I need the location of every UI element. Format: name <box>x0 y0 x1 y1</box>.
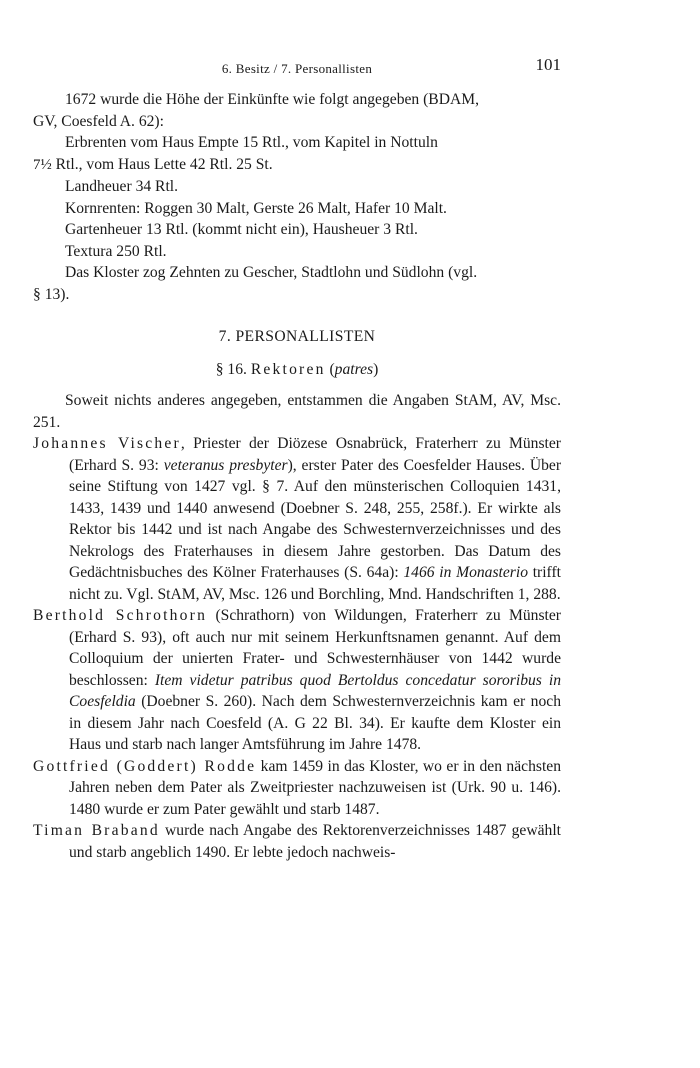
entry-vischer-text-2: ), erster Pater des Coesfelder Hauses. Über seine Stiftung von 1427 vgl. § 7. Auf den münsterischen Colloquien 1431, 1433, 1439 und 1440 anwesend (Doebner S. 248, 255, 258f.). Er wirkte als Rektor bis 1442 und ist nach Angabe des Schwesternverzeichnisses und des Nekrologs des Fraterhauses in diesem Jahre gestorben. Das Datum des Gedächtnisbuches des Kölner Fraterhauses (S. 64a): <box>69 456 562 581</box>
running-head <box>33 55 561 80</box>
income-intro-line-2: GV, Coesfeld A. 62): <box>33 112 164 130</box>
subsection-number: § 16. <box>215 360 251 378</box>
income-item-textura: Textura 250 Rtl. <box>65 242 167 260</box>
entry-rodde-text: kam 1459 in das Kloster, wo er in den nächsten Jahren neben dem Pater als Zweitpriester nachzuweisen ist (Urk. 90 u. 146). 1480 wurde er zum Pater gewählt und starb 1487. <box>69 757 561 818</box>
income-item-landheuer: Landheuer 34 Rtl. <box>65 178 179 195</box>
entry-vischer-latin-1: veteranus presbyter <box>163 456 288 474</box>
income-item-kornrenten: Kornrenten: Roggen 30 Malt, Gerste 26 Malt, Hafer 10 Malt. <box>65 199 447 217</box>
income-item-gartenheuer: Gartenheuer 13 Rtl. (kommt nicht ein), Hausheuer 3 Rtl. <box>65 221 418 238</box>
income-item-erbrenten-fraction: 7½ <box>33 156 52 173</box>
entry-vischer <box>33 433 561 605</box>
page-number: 101 <box>535 55 561 74</box>
entry-schrothorn-text-1: (Schrathorn) von Wildungen, Fraterherr zu Münster (Erhard S. 93), oft auch nur mit seinem Herkunftsnamen genannt. Auf dem Colloquium der unierten Frater- und Schwesternhäuser von 1442 wurde beschlossen: <box>69 607 561 689</box>
income-intro-line-1: 1672 wurde die Höhe der Einkünfte wie folgt angegeben (BDAM, <box>65 91 479 108</box>
subsection-title: Rektoren <box>250 360 326 378</box>
entry-schrothorn <box>33 605 561 756</box>
tithes-paragraph <box>33 262 561 305</box>
income-item-erbrenten <box>33 132 561 176</box>
entry-rodde-name: Gottfried (Goddert) Rodde <box>33 757 257 775</box>
running-head-title: 6. Besitz / 7. Personallisten <box>221 61 373 76</box>
subsection-latin: patres <box>334 360 374 378</box>
income-item-erbrenten-a: Erbrenten vom Haus Empte 15 Rtl., vom Kapitel in Nottuln <box>65 134 438 151</box>
entry-schrothorn-text-2: (Doebner S. 260). Nach dem Schwesternverzeichnis kam er noch in diesem Jahr nach Coesfeld (A. G 22 Bl. 34). Er kaufte dem Kloster ein Haus und starb nach langer Amtsführung im Jahre 1478. <box>69 693 561 753</box>
intro-paragraph: Soweit nichts anderes angegeben, entstammen die Angaben StAM, AV, Msc. 251. <box>33 392 561 431</box>
income-item-erbrenten-b: Rtl., vom Haus Lette 42 Rtl. 25 St. <box>51 155 273 173</box>
entry-braband-name: Timan Braband <box>33 822 160 839</box>
entry-vischer-text-3: trifft nicht zu. Vgl. StAM, AV, Msc. 126 und Borchling, Mnd. Handschriften 1, 288. <box>69 564 561 603</box>
book-page <box>33 55 562 863</box>
tithes-line-1: Das Kloster zog Zehnten zu Gescher, Stadtlohn und Südlohn (vgl. <box>65 264 478 281</box>
entry-vischer-name: Johannes Vischer <box>33 435 181 452</box>
entry-vischer-text-1: , Priester der Diözese Osnabrück, Fraterherr zu Münster (Erhard S. 93: <box>69 435 561 474</box>
subsection-heading: § 16. Rektoren (patres) <box>215 360 379 378</box>
income-paragraph <box>33 89 561 132</box>
entry-schrothorn-latin: Item videtur patribus quod Bertoldus concedatur sororibus in Coesfeldia <box>69 671 561 710</box>
entry-braband <box>33 820 561 863</box>
section-heading: 7. PERSONALLISTEN <box>218 328 376 345</box>
entry-schrothorn-name: Berthold Schrothorn <box>33 607 208 624</box>
entry-vischer-latin-2: 1466 in Monasterio <box>403 564 528 581</box>
entry-braband-text: wurde nach Angabe des Rektorenverzeichnisses 1487 gewählt und starb angeblich 1490. Er lebte jedoch nachweis- <box>69 822 561 861</box>
tithes-line-2: § 13). <box>33 285 70 303</box>
entry-rodde <box>33 756 561 821</box>
